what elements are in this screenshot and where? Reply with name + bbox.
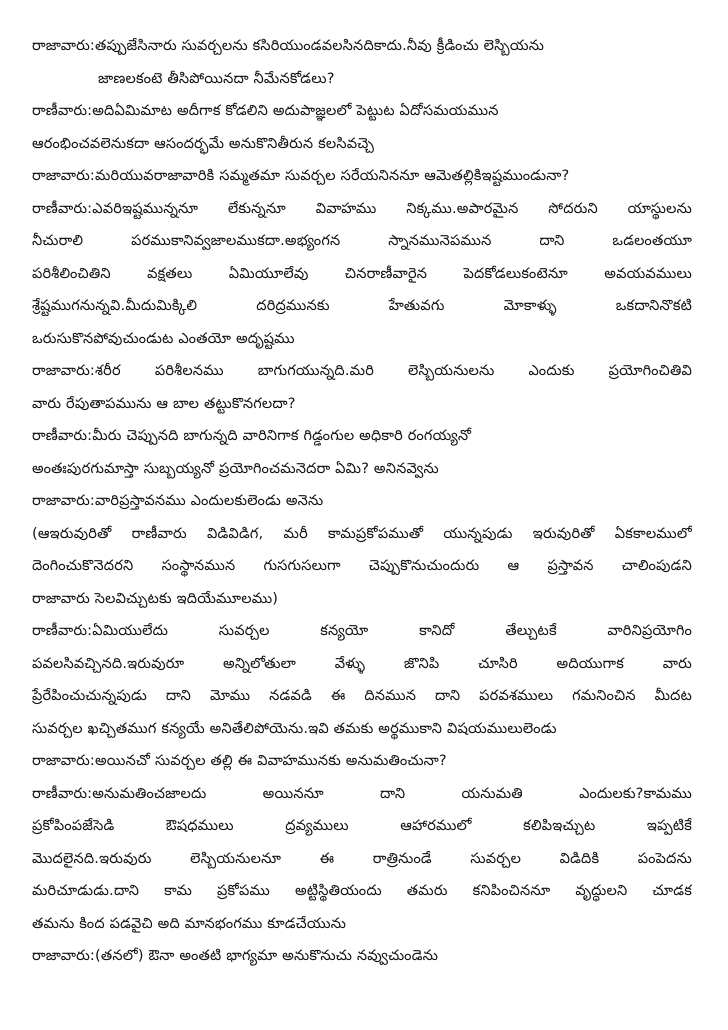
text-line: రాజావారు:మరియువరాజావారికి సమ్మతమా సువర్చల సరేయనిననూ ఆమెతల్లికిఇష్టముండునా? — [32, 168, 570, 184]
text-line: రాణీవారు:అనుమతించజాలదు అయిననూ దాని యనుమతి ఎందులకు?కామము — [32, 785, 692, 802]
text-line: రాణీవారు:ఎవరిఇష్టమున్ననూ లేకున్ననూ వివాహము నిక్కము.అపారమైన సోదరుని యాస్థులను — [32, 200, 692, 217]
text-line: ఆరంభించవలెనుకదా ఆసందర్భమే అనుకొనితీరున కలసివచ్చె — [32, 135, 375, 152]
text-line: ప్రేరేపించుచున్నపుడు దాని మోము నడవడి ఈ దినమున దాని పరవశములు గమనించిన మీదట — [32, 688, 692, 704]
text-line: రాజావారు:తప్పుజేసినారు సువర్చలను కసిరియుండవలసినదికాదు.నీవు క్రీడించు లెస్బియను — [32, 38, 545, 54]
text-line: రాజావారు సెలవిచ్చుటకు ఇదియేమూలము) — [32, 590, 279, 607]
text-line: పరిశీలించితిని వక్షతలు ఏమియూలేవు చినరాణీవారైన పెదకోడలుకంటెనూ అవయవములు — [32, 265, 692, 282]
text-line: తమను కింద పడవైచి అది మానభంగము కూడచేయును — [32, 915, 347, 932]
text-line: రాణీవారు:ఏమియులేదు సువర్చల కన్యయో కానిదో తేల్చుటకే వారినిప్రయోగిం — [32, 623, 692, 639]
text-line: నీచురాలి పరముకానివ్వజాలముకదా.అభ్యంగన స్నానమునెపమున దాని ఒడలంతయూ — [32, 233, 692, 249]
text-line: దెంగించుకొనెదరని సంస్థానమున గుసగుసలుగా చెప్పుకొనుచుందురు ఆ ప్రస్తావన చాలింపుడని — [32, 558, 692, 574]
document-page — [32, 30, 692, 973]
text-line: (ఆఇరువురితో రాణీవారు విడివిడిగ, మరీ కామప్రకోపముతో యున్నపుడు ఇరువురితో ఏకకాలములో — [32, 525, 692, 542]
text-line: అంతఃపురగుమాస్తా సుబ్బయ్యనో ప్రయోగించమనెదరా ఏమి? అనినవ్వెను — [32, 460, 439, 477]
text-line: రాజావారు:వారిప్రస్తావనము ఎందులకులెండు అనెను — [32, 493, 324, 509]
text-line: మరిచూడుడు.దాని కామ ప్రకోపము అట్టిస్థితియందు తమరు కనిపించిననూ వృద్ధులని చూడక — [32, 883, 692, 899]
text-line: మొదలైనది.ఇరువురు లెస్బియనులనూ ఈ రాత్రినుండే సువర్చల విడిదికి పంపెదను — [32, 850, 692, 867]
text-line: ఒరుసుకొనపోవుచుండుట ఎంతయో అదృష్టము — [32, 330, 295, 347]
text-line: వారు రేపుతాపమును ఆ బాల తట్టుకొనగలదా? — [32, 395, 296, 412]
text-line: రాజావారు:(తనలో) ఔనా అంతటి భాగ్యమా అనుకొనుచు నవ్వుచుండెను — [32, 948, 439, 964]
text-line: రాజావారు:అయినచో సువర్చల తల్లి ఈ వివాహమునకు అనుమతించునా? — [32, 753, 447, 769]
text-line: పవలసివచ్చినది.ఇరువురూ అన్నిలోతులా వేళ్ళు జొనిపి చూసిరి అదియుగాక వారు — [32, 655, 692, 672]
text-line: రాణీవారు:అదిఏమిమాట అదీగాక కోడలిని అదుపాజ్ఞలలో పెట్టుట ఏదోసమయమున — [32, 103, 499, 119]
text-line: సువర్చల ఖచ్చితముగ కన్యయే అనితేలిపోయెను.ఇవి తమకు అర్థముకాని విషయములులెండు — [32, 720, 557, 737]
text-line: జాణలకంటె తీసిపోయినదా నీమేనకోడలు? — [98, 70, 335, 87]
text-line: రాణీవారు:మీరు చెప్పునది బాగున్నది వారినిగాక గిడ్డంగుల అధికారి రంగయ్యనో — [32, 428, 472, 444]
text-line: రాజావారు:శరీర పరిశీలనము బాగుగయున్నది.మరి లెస్బియనులను ఎందుకు ప్రయోగించితివి — [32, 363, 692, 379]
text-line: ప్రకోపింపజేసెడి ఔషధములు ద్రవ్యములు ఆహారములో కలిపిఇచ్చుట ఇప్పటికే — [32, 818, 692, 834]
text-line: శ్రేష్టముగనున్నవి.మీదుమిక్కిలి దరిద్రమునకు హేతువగు మోకాళ్ళు ఒకదానినొకటి — [32, 298, 692, 314]
